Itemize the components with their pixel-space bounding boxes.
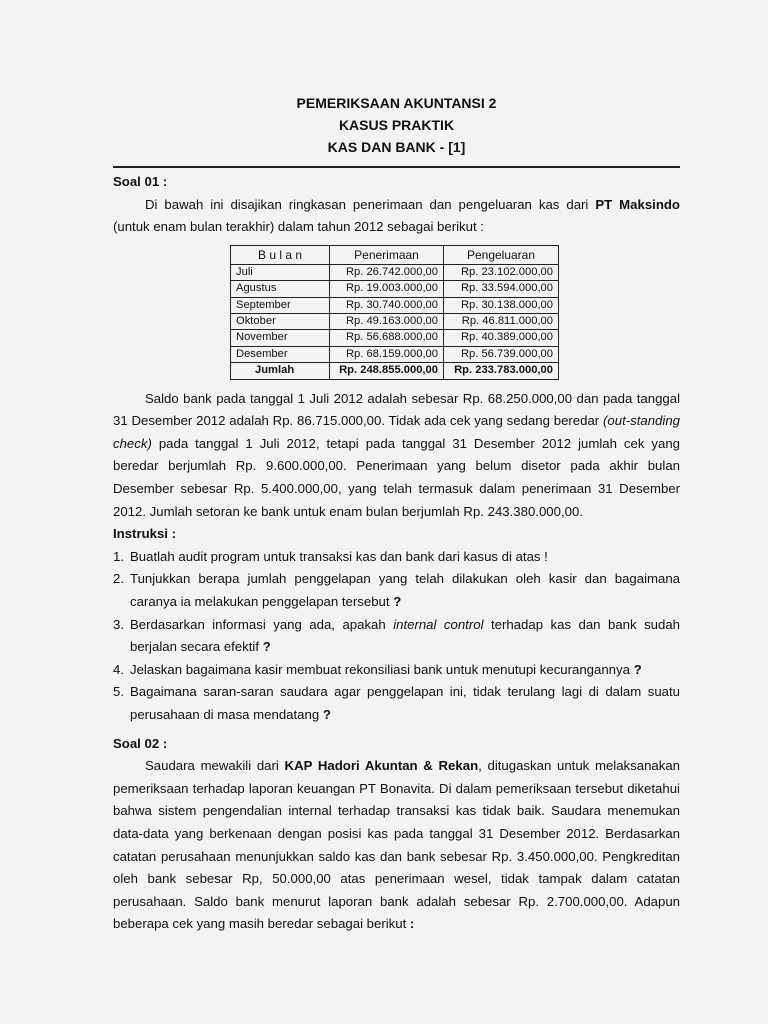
receipt-cell: Rp. 30.740.000,00: [330, 297, 444, 313]
expense-cell: Rp. 33.594.000,00: [444, 281, 559, 297]
receipt-cell: Rp. 49.163.000,00: [330, 314, 444, 330]
item-text-b: terhadap kas dan bank sudah berjalan secara efektif: [130, 616, 680, 655]
month-cell: Desember: [231, 346, 330, 362]
instruction-list: [113, 546, 680, 727]
soal-2-heading: Soal 02 :: [113, 735, 168, 751]
document-title: [113, 92, 680, 158]
receipt-cell: Rp. 26.742.000,00: [330, 264, 444, 280]
internal-control-term: internal control: [393, 616, 484, 632]
expense-cell: Rp. 23.102.000,00: [444, 264, 559, 280]
col-header-penerimaan: Penerimaan: [330, 245, 444, 264]
bank-text-b: pada tanggal 1 Juli 2012, tetapi pada tanggal 31 Desember 2012 jumlah cek yang beredar berjumlah Rp. 9.600.000,00. Penerimaan yang belum disetor pada akhir bulan Desember sebesar Rp. 5.400.000,00, yang telah termasuk dalam penerimaan 31 Desember 2012. Jumlah setoran ke bank untuk enam bulan berjumlah Rp. 243.380.000,00.: [113, 435, 680, 519]
table-header-row: [231, 245, 559, 264]
receipt-cell: Rp. 56.688.000,00: [330, 330, 444, 346]
total-expenses: Rp. 233.783.000,00: [444, 363, 559, 379]
outstanding-check-term: (out-standing check): [113, 413, 680, 451]
item-question-mark: ?: [262, 639, 271, 655]
month-cell: November: [231, 330, 330, 346]
list-item: [113, 681, 680, 726]
soal-2-text-a: Saudara mewakili dari: [145, 758, 285, 774]
month-cell: Juli: [231, 264, 330, 280]
month-cell: Agustus: [231, 281, 330, 297]
item-text: Tunjukkan berapa jumlah penggelapan yang telah dilakukan oleh kasir dan bagaimana caranya ia melakukan penggelapan tersebut: [130, 571, 680, 609]
intro-text-a: Di bawah ini disajikan ringkasan penerimaan dan pengeluaran kas dari: [145, 196, 596, 212]
document-content: [113, 92, 680, 936]
soal-2-text-b: , ditugaskan untuk melaksanakan pemeriksaan terhadap laporan keuangan PT Bonavita. Di dalam pemeriksaan tersebut diketahui bahwa sistem pengendalian internal terhadap transaksi kas tidak baik. Saudara menemukan data-data yang berkenaan dengan posisi kas pada tanggal 31 Desember 2012. Berdasarkan catatan perusahaan menunjukkan saldo kas dan bank sebesar Rp. 3.450.000,00. Pengkreditan oleh bank sebesar Rp, 50.000,00 atas penerimaan wesel, tidak tampak dalam catatan perusahaan. Saldo bank menurut laporan bank adalah sebesar Rp. 2.700.000,00. Adapun beberapa cek yang masih beredar sebagai berikut: [113, 758, 681, 932]
item-text: Berdasarkan informasi yang ada, apakah: [130, 616, 394, 632]
item-number: 1.: [113, 548, 124, 564]
table-row: [231, 346, 559, 362]
instruksi-heading: Instruksi :: [113, 526, 177, 542]
soal-1-bank-paragraph: [113, 388, 680, 524]
kap-name: KAP Hadori Akuntan & Rekan: [284, 758, 479, 774]
title-line-2: KASUS PRAKTIK: [338, 117, 455, 133]
cash-summary-table: [230, 245, 559, 380]
soal-2-paragraph: [113, 755, 680, 936]
expense-cell: Rp. 46.811.000,00: [444, 314, 559, 330]
soal-1-intro: [113, 194, 680, 239]
company-name: PT Maksindo: [595, 196, 680, 212]
total-receipts: Rp. 248.855.000,00: [330, 363, 444, 379]
title-divider: [113, 166, 680, 168]
table-row: [231, 314, 559, 330]
soal-1-heading: Soal 01 :: [113, 174, 168, 189]
item-question-mark: ?: [633, 661, 642, 677]
bank-text-a: Saldo bank pada tanggal 1 Juli 2012 adalah sebesar Rp. 68.250.000,00 dan pada tanggal 31 Desember 2012 adalah Rp. 86.715.000,00. Tidak ada cek yang sedang beredar: [113, 390, 680, 429]
total-label: Jumlah: [231, 363, 330, 379]
item-question-mark: ?: [322, 706, 331, 722]
expense-cell: Rp. 56.739.000,00: [444, 346, 559, 362]
item-question-mark: ?: [393, 593, 402, 609]
cash-summary-table-wrap: [230, 245, 680, 380]
item-number: 4.: [113, 661, 124, 677]
item-number: 5.: [113, 684, 124, 700]
month-cell: September: [231, 297, 330, 313]
table-total-row: [231, 363, 559, 379]
table-row: [231, 264, 559, 280]
soal-2-colon: :: [409, 916, 415, 932]
expense-cell: Rp. 30.138.000,00: [444, 297, 559, 313]
item-text: Jelaskan bagaimana kasir membuat rekonsiliasi bank untuk menutupi kecurangannya: [130, 661, 634, 677]
intro-text-b: (untuk enam bulan terakhir) dalam tahun 2012 sebagai berikut :: [113, 219, 484, 235]
expense-cell: Rp. 40.389.000,00: [444, 330, 559, 346]
item-number: 2.: [113, 571, 124, 587]
list-item: [113, 614, 680, 659]
title-line-3: KAS DAN BANK - [1]: [327, 139, 466, 155]
item-text: Bagaimana saran-saran saudara agar penggelapan ini, tidak terulang lagi di dalam suatu perusahaan di masa mendatang: [130, 684, 680, 722]
table-row: [231, 297, 559, 313]
month-cell: Oktober: [231, 314, 330, 330]
table-row: [231, 330, 559, 346]
table-row: [231, 281, 559, 297]
title-line-1: PEMERIKSAAN AKUNTANSI 2: [296, 95, 497, 111]
list-item: [113, 659, 680, 682]
receipt-cell: Rp. 19.003.000,00: [330, 281, 444, 297]
item-text: Buatlah audit program untuk transaksi kas dan bank dari kasus di atas !: [130, 548, 548, 564]
item-number: 3.: [113, 616, 124, 632]
list-item: [113, 568, 680, 613]
col-header-pengeluaran: Pengeluaran: [444, 245, 559, 264]
list-item: [113, 546, 680, 569]
col-header-bulan: B u l a n: [231, 245, 330, 264]
receipt-cell: Rp. 68.159.000,00: [330, 346, 444, 362]
